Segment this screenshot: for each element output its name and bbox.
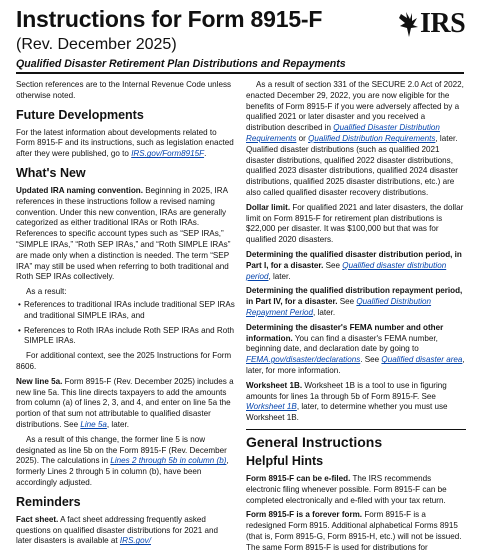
worksheet-paragraph xyxy=(246,381,466,424)
efile-lead: Form 8915-F can be e-filed. xyxy=(246,473,351,483)
repay-period-lead: Determining the qualified distribution repayment period, in Part IV, for a disaster. xyxy=(246,286,463,307)
qdd-requirements-link[interactable]: Qualified Disaster Distribution Requirements xyxy=(246,123,440,143)
distribution-period-paragraph xyxy=(246,250,466,282)
worksheet-end: , later, to determine whether you must use Worksheet 1B. xyxy=(246,402,448,423)
forever-form-paragraph xyxy=(246,510,466,553)
eagle-icon xyxy=(398,10,420,40)
efile-paragraph xyxy=(246,474,466,506)
dollar-text: For qualified 2021 and later disasters, the dollar limit on Form 8915-F for retirement plan distributions is $22,000 per disaster. It was $100,000 but that was for qualified 2020 disasters. xyxy=(246,202,464,245)
dist-period-see: See xyxy=(325,260,341,270)
repay-period-end: , later. xyxy=(313,307,336,317)
secure-or: or xyxy=(298,133,306,143)
irs-gov-link[interactable]: IRS.gov/Form8915F xyxy=(131,149,205,159)
irs-logo-text: IRS xyxy=(420,8,466,39)
worksheet-1b-link[interactable]: Worksheet 1B xyxy=(246,402,297,412)
fema-paragraph xyxy=(246,323,466,377)
worksheet-text: Worksheet 1B is a tool to use in figuring amounts for lines 1a through 5b of Form 8915-F. See xyxy=(246,380,447,401)
fact-sheet-paragraph xyxy=(16,515,236,547)
bullet-roth: • References to Roth IRAs include Roth SEP IRAs and Roth SIMPLE IRAs. xyxy=(16,326,236,348)
fema-end: , later, for more information. xyxy=(246,355,465,375)
document-subtitle: Qualified Disaster Retirement Plan Distributions and Repayments xyxy=(16,58,346,70)
secure-end: , later. Qualified disaster distributions (such as qualified 2021 disaster distributions, qualified 2022 disaster distributions, qualified 2023 disaster distributions, qualified 2024 disaster distributions, qualified 2025 disaster distributions, etc.) are also called qualified disaster recovery distributions. xyxy=(246,133,458,197)
naming-lead: Updated IRA naming convention. xyxy=(16,185,143,195)
future-text: For the latest information about developments related to Form 8915-F and its instructions, such as legislation enacted after they were published, go to xyxy=(16,127,234,159)
general-instructions-heading: General Instructions xyxy=(246,429,466,451)
line5a-lead: New line 5a. xyxy=(16,376,63,386)
irs-logo xyxy=(398,10,466,40)
forever-lead: Form 8915-F is a forever form. xyxy=(246,510,363,520)
dollar-limit-paragraph xyxy=(246,203,466,246)
intro-text: Section references are to the Internal Revenue Code unless otherwise noted. xyxy=(16,80,232,100)
change-paragraph xyxy=(16,435,236,489)
future-developments-text: For the latest information about developments related to Form 8915-F and its instructions, such as legislation enacted after they were published, go to IRS.gov/Form8915F. xyxy=(16,127,234,159)
lines-2-5b-link[interactable]: Lines 2 through 5b in column (b) xyxy=(110,456,227,466)
left-column xyxy=(16,80,236,551)
whats-new-heading: What's New xyxy=(16,165,86,180)
secure-text: As a result of section 331 of the SECURE 2.0 Act of 2022, enacted December 29, 2022, you are now eligible for the benefits of Form 8915-F if you were adversely affected by a qualified 2021 or later disaster and you received a distribution described in xyxy=(246,80,464,133)
fact-lead: Fact sheet. xyxy=(16,514,59,524)
naming-paragraph xyxy=(16,186,236,283)
line5a-end: , later. xyxy=(106,419,129,429)
document-title: Instructions for Form 8915-F xyxy=(16,6,323,32)
worksheet-lead: Worksheet 1B. xyxy=(246,380,303,390)
naming-text: Beginning in 2025, IRA references in these instructions follow a revised naming convention. Under this new convention, IRAs are generally categorized as either traditional IRAs or Roth IRAs. References to specific account types such as “SEP IRAs,” “SIMPLE IRAs,” “Roth SEP IRAs,” and “Roth SIMPLE IRAs” are made only when a distinction is needed. The term “SEP IRA” may still be used when referring to both traditional and Roth SEP IRAs collectively. xyxy=(16,185,231,282)
fema-see: . See xyxy=(360,355,380,365)
revision-date: (Rev. December 2025) xyxy=(16,36,177,53)
right-column xyxy=(246,80,466,557)
fema-link[interactable]: FEMA.gov/disaster/declarations xyxy=(246,355,361,365)
line5a-text: Form 8915-F (Rev. December 2025) includes a new line 5a. This line directs taxpayers to add the amounts from column (a) of lines 2, 3, and 4, and enter on line 5a the portion of that sum not attributable to qualified disaster distributions. See xyxy=(16,376,234,429)
header-divider xyxy=(16,72,464,74)
qd-requirements-link[interactable]: Qualified Distribution Requirements xyxy=(308,133,436,143)
reminders-heading: Reminders xyxy=(16,494,81,509)
future-developments-heading: Future Developments xyxy=(16,107,144,122)
repay-period-see: See xyxy=(339,297,355,307)
fema-lead: Determining the disaster's FEMA number and other information. xyxy=(246,322,444,343)
dist-period-lead: Determining the qualified disaster distribution period, in Part I, for a disaster. xyxy=(246,249,462,270)
dollar-lead: Dollar limit. xyxy=(246,202,291,212)
efile-text: The IRS recommends electronic filing whenever possible. Form 8915-F can be completed electronically and e-filed with your tax return. xyxy=(246,473,447,505)
repayment-period-paragraph xyxy=(246,286,466,318)
change-text: As a result of this change, the former line 5 is now designated as line 5b on the Form 8915-F (Rev. December 2025). The calculations in xyxy=(16,434,227,466)
fact-text: A fact sheet addressing frequently asked questions on qualified disaster distributions for 2021 and later disasters is available at xyxy=(16,514,219,546)
line5a-paragraph xyxy=(16,377,236,431)
line5a-link[interactable]: Line 5a xyxy=(80,419,107,429)
forever-text: Form 8915-F is a redesigned Form 8915. Additional alphabetical Forms 8915 (that is, Form 8915-G, Form 8915-H, etc.) will not be issued. The same Form 8915-F is used for distributions for xyxy=(246,510,462,552)
disaster-area-link[interactable]: Qualified disaster area xyxy=(381,355,463,365)
secure-act-paragraph xyxy=(246,80,466,199)
repayment-period-link[interactable]: Qualified Distribution Repayment Period xyxy=(246,297,432,317)
context-text: For additional context, see the 2025 Instructions for Form 8606. xyxy=(16,351,232,371)
bullet-traditional: • References to traditional IRAs include traditional SEP IRAs and traditional SIMPLE IRAs, and xyxy=(16,300,236,322)
as-result-text: As a result: xyxy=(26,287,67,297)
change-end: , formerly Lines 2 through 5 in column (b), have been accordingly adjusted. xyxy=(16,456,229,487)
distribution-period-link[interactable]: Qualified disaster distribution period xyxy=(246,260,447,281)
fact-sheet-link[interactable]: IRS.gov/ xyxy=(119,536,151,546)
dist-period-end: , later. xyxy=(268,271,291,281)
helpful-hints-heading: Helpful Hints xyxy=(246,453,324,468)
fema-text: You can find a disaster's FEMA number, beginning date, and declaration date by going to xyxy=(246,333,438,354)
